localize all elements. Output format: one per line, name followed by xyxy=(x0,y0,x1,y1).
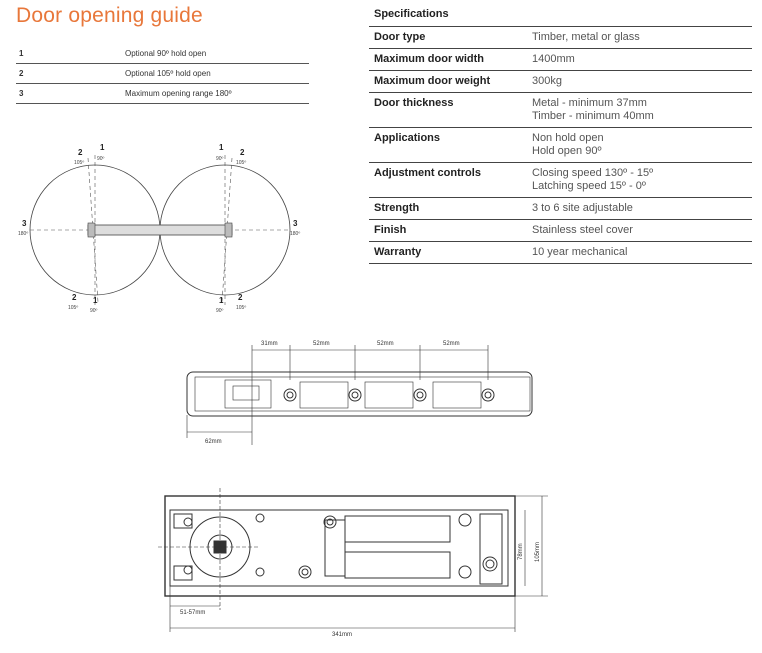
table-row xyxy=(369,220,752,242)
table-row xyxy=(369,163,752,198)
label-180: 180º xyxy=(18,231,29,237)
spec-value: 300kg xyxy=(527,71,752,93)
spec-key: Maximum door weight xyxy=(369,71,527,93)
table-row xyxy=(16,64,309,84)
table-row xyxy=(369,93,752,128)
spec-header: Specifications xyxy=(369,2,752,27)
spec-key: Finish xyxy=(369,220,527,242)
dim-52mm: 52mm xyxy=(377,341,394,347)
label-90: 90º xyxy=(216,308,224,314)
guide-desc: Optional 90º hold open xyxy=(122,44,309,64)
label-90: 90º xyxy=(90,308,98,314)
label-90: 90º xyxy=(216,156,224,162)
label-1: 1 xyxy=(93,296,98,305)
spec-value: Closing speed 130º - 15º Latching speed 15º - 0º xyxy=(527,163,752,198)
table-row xyxy=(16,84,309,104)
label-2: 2 xyxy=(238,293,243,302)
table-row xyxy=(369,242,752,264)
spec-key: Strength xyxy=(369,198,527,220)
dim-52mm: 52mm xyxy=(443,341,460,347)
side-profile-drawing xyxy=(175,330,545,455)
label-90: 90º xyxy=(97,156,105,162)
spec-key: Warranty xyxy=(369,242,527,264)
label-1: 1 xyxy=(219,143,224,152)
dim-51-57mm: 51-57mm xyxy=(180,610,206,616)
label-2: 2 xyxy=(240,148,245,157)
spec-key: Door type xyxy=(369,27,527,49)
door-leaf xyxy=(88,225,232,235)
spec-value: Non hold open Hold open 90º xyxy=(527,128,752,163)
guide-num: 3 xyxy=(16,84,122,104)
specifications-table xyxy=(369,2,752,264)
spec-key: Maximum door width xyxy=(369,49,527,71)
dim-31mm: 31mm xyxy=(261,341,278,347)
dim-52mm: 52mm xyxy=(313,341,330,347)
table-row xyxy=(369,71,752,93)
dim-105mm: 105mm xyxy=(535,541,541,562)
door-opening-diagram xyxy=(0,140,330,320)
spec-value: 10 year mechanical xyxy=(527,242,752,264)
label-2: 2 xyxy=(78,148,83,157)
opening-guide-table xyxy=(16,44,309,104)
guide-desc: Maximum opening range 180º xyxy=(122,84,309,104)
guide-num: 1 xyxy=(16,44,122,64)
top-plan-drawing xyxy=(150,480,560,650)
table-row xyxy=(369,27,752,49)
spec-value: Stainless steel cover xyxy=(527,220,752,242)
guide-desc: Optional 105º hold open xyxy=(122,64,309,84)
spec-value: Timber, metal or glass xyxy=(527,27,752,49)
page-title: Door opening guide xyxy=(16,4,203,27)
table-row xyxy=(369,198,752,220)
table-row xyxy=(369,128,752,163)
table-row xyxy=(369,49,752,71)
spec-key: Adjustment controls xyxy=(369,163,527,198)
spec-header-row xyxy=(369,2,752,27)
table-row xyxy=(16,44,309,64)
dim-62mm: 62mm xyxy=(205,439,222,445)
dim-78mm: 78mm xyxy=(518,543,524,560)
spec-key: Door thickness xyxy=(369,93,527,128)
label-3: 3 xyxy=(293,219,298,228)
spec-value: Metal - minimum 37mm Timber - minimum 40mm xyxy=(527,93,752,128)
label-105: 105º xyxy=(236,160,247,166)
dim-341mm: 341mm xyxy=(332,632,353,638)
spec-value: 3 to 6 site adjustable xyxy=(527,198,752,220)
label-180: 180º xyxy=(290,231,301,237)
label-3: 3 xyxy=(22,219,27,228)
label-1: 1 xyxy=(219,296,224,305)
label-1: 1 xyxy=(100,143,105,152)
spec-key: Applications xyxy=(369,128,527,163)
guide-num: 2 xyxy=(16,64,122,84)
label-105: 105º xyxy=(236,305,247,311)
label-105: 105º xyxy=(68,305,79,311)
label-2: 2 xyxy=(72,293,77,302)
spec-value: 1400mm xyxy=(527,49,752,71)
label-105: 105º xyxy=(74,160,85,166)
